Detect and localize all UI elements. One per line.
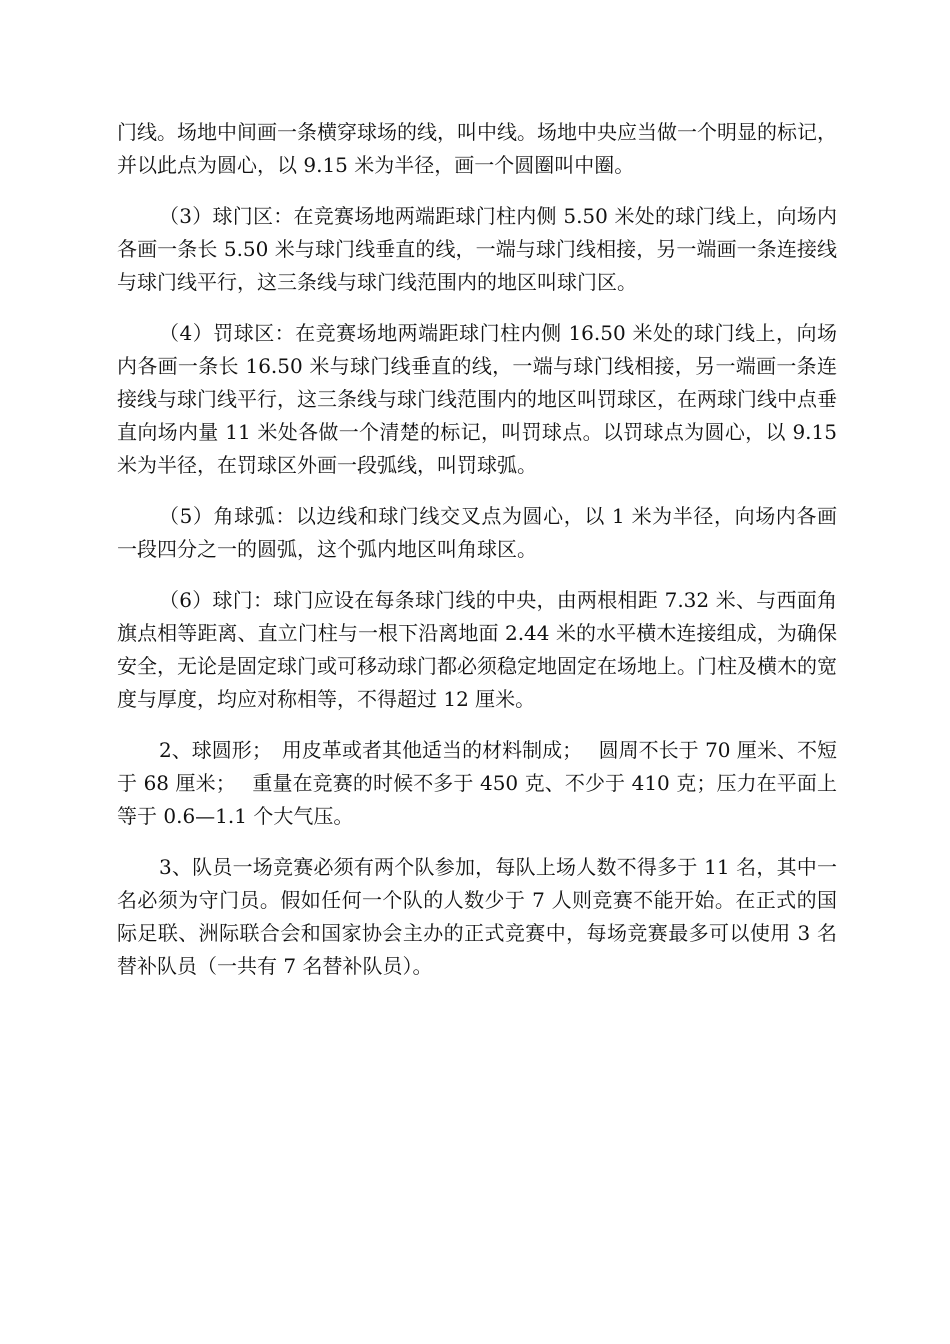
paragraph-goal-area: （3）球门区：在竞赛场地两端距球门柱内侧 5.50 米处的球门线上，向场内各画一条长 5.50 米与球门线垂直的线，一端与球门线相接，另一端画一条连接线与球门线平行，这三条线与球门线范围内的地区叫球门区。 <box>117 204 837 294</box>
paragraph-goal: （6）球门：球门应设在每条球门线的中央，由两根相距 7.32 米、与西面角旗点相等距离、直立门柱与一根下沿离地面 2.44 米的水平横木连接组成，为确保安全，无论是固定球门或可移动球门都必须稳定地固定在场地上。门柱及横木的宽度与厚度，均应对称相等，不得超过 12 厘米。 <box>117 588 837 711</box>
paragraph-penalty-area: （4）罚球区：在竞赛场地两端距球门柱内侧 16.50 米处的球门线上，向场内各画一条长 16.50 米与球门线垂直的线，一端与球门线相接，另一端画一条连接线与球门线平行，这三条线与球门线范围内的地区叫罚球区，在两球门线中点垂直向场内量 11 米处各做一个清楚的标记，叫罚球点。以罚球点为圆心，以 9.15 米为半径，在罚球区外画一段弧线，叫罚球弧。 <box>117 321 837 477</box>
paragraph-players: 3、队员一场竞赛必须有两个队参加，每队上场人数不得多于 11 名，其中一名必须为守门员。假如任何一个队的人数少于 7 人则竞赛不能开始。在正式的国际足联、洲际联合会和国家协会主办的正式竞赛中，每场竞赛最多可以使用 3 名替补队员（一共有 7 名替补队员）。 <box>117 855 837 978</box>
document-body <box>117 116 837 1001</box>
paragraph-center-line: 门线。场地中间画一条横穿球场的线，叫中线。场地中央应当做一个明显的标记，并以此点为圆心，以 9.15 米为半径，画一个圆圈叫中圈。 <box>117 120 837 177</box>
paragraph-corner-arc: （5）角球弧：以边线和球门线交叉点为圆心，以 1 米为半径，向场内各画一段四分之一的圆弧，这个弧内地区叫角球区。 <box>117 504 837 561</box>
paragraph-ball: 2、球圆形； 用皮革或者其他适当的材料制成； 圆周不长于 70 厘米、不短于 68 厘米； 重量在竞赛的时候不多于 450 克、不少于 410 克；压力在平面上等于 0.6—1.1 个大气压。 <box>117 738 837 828</box>
